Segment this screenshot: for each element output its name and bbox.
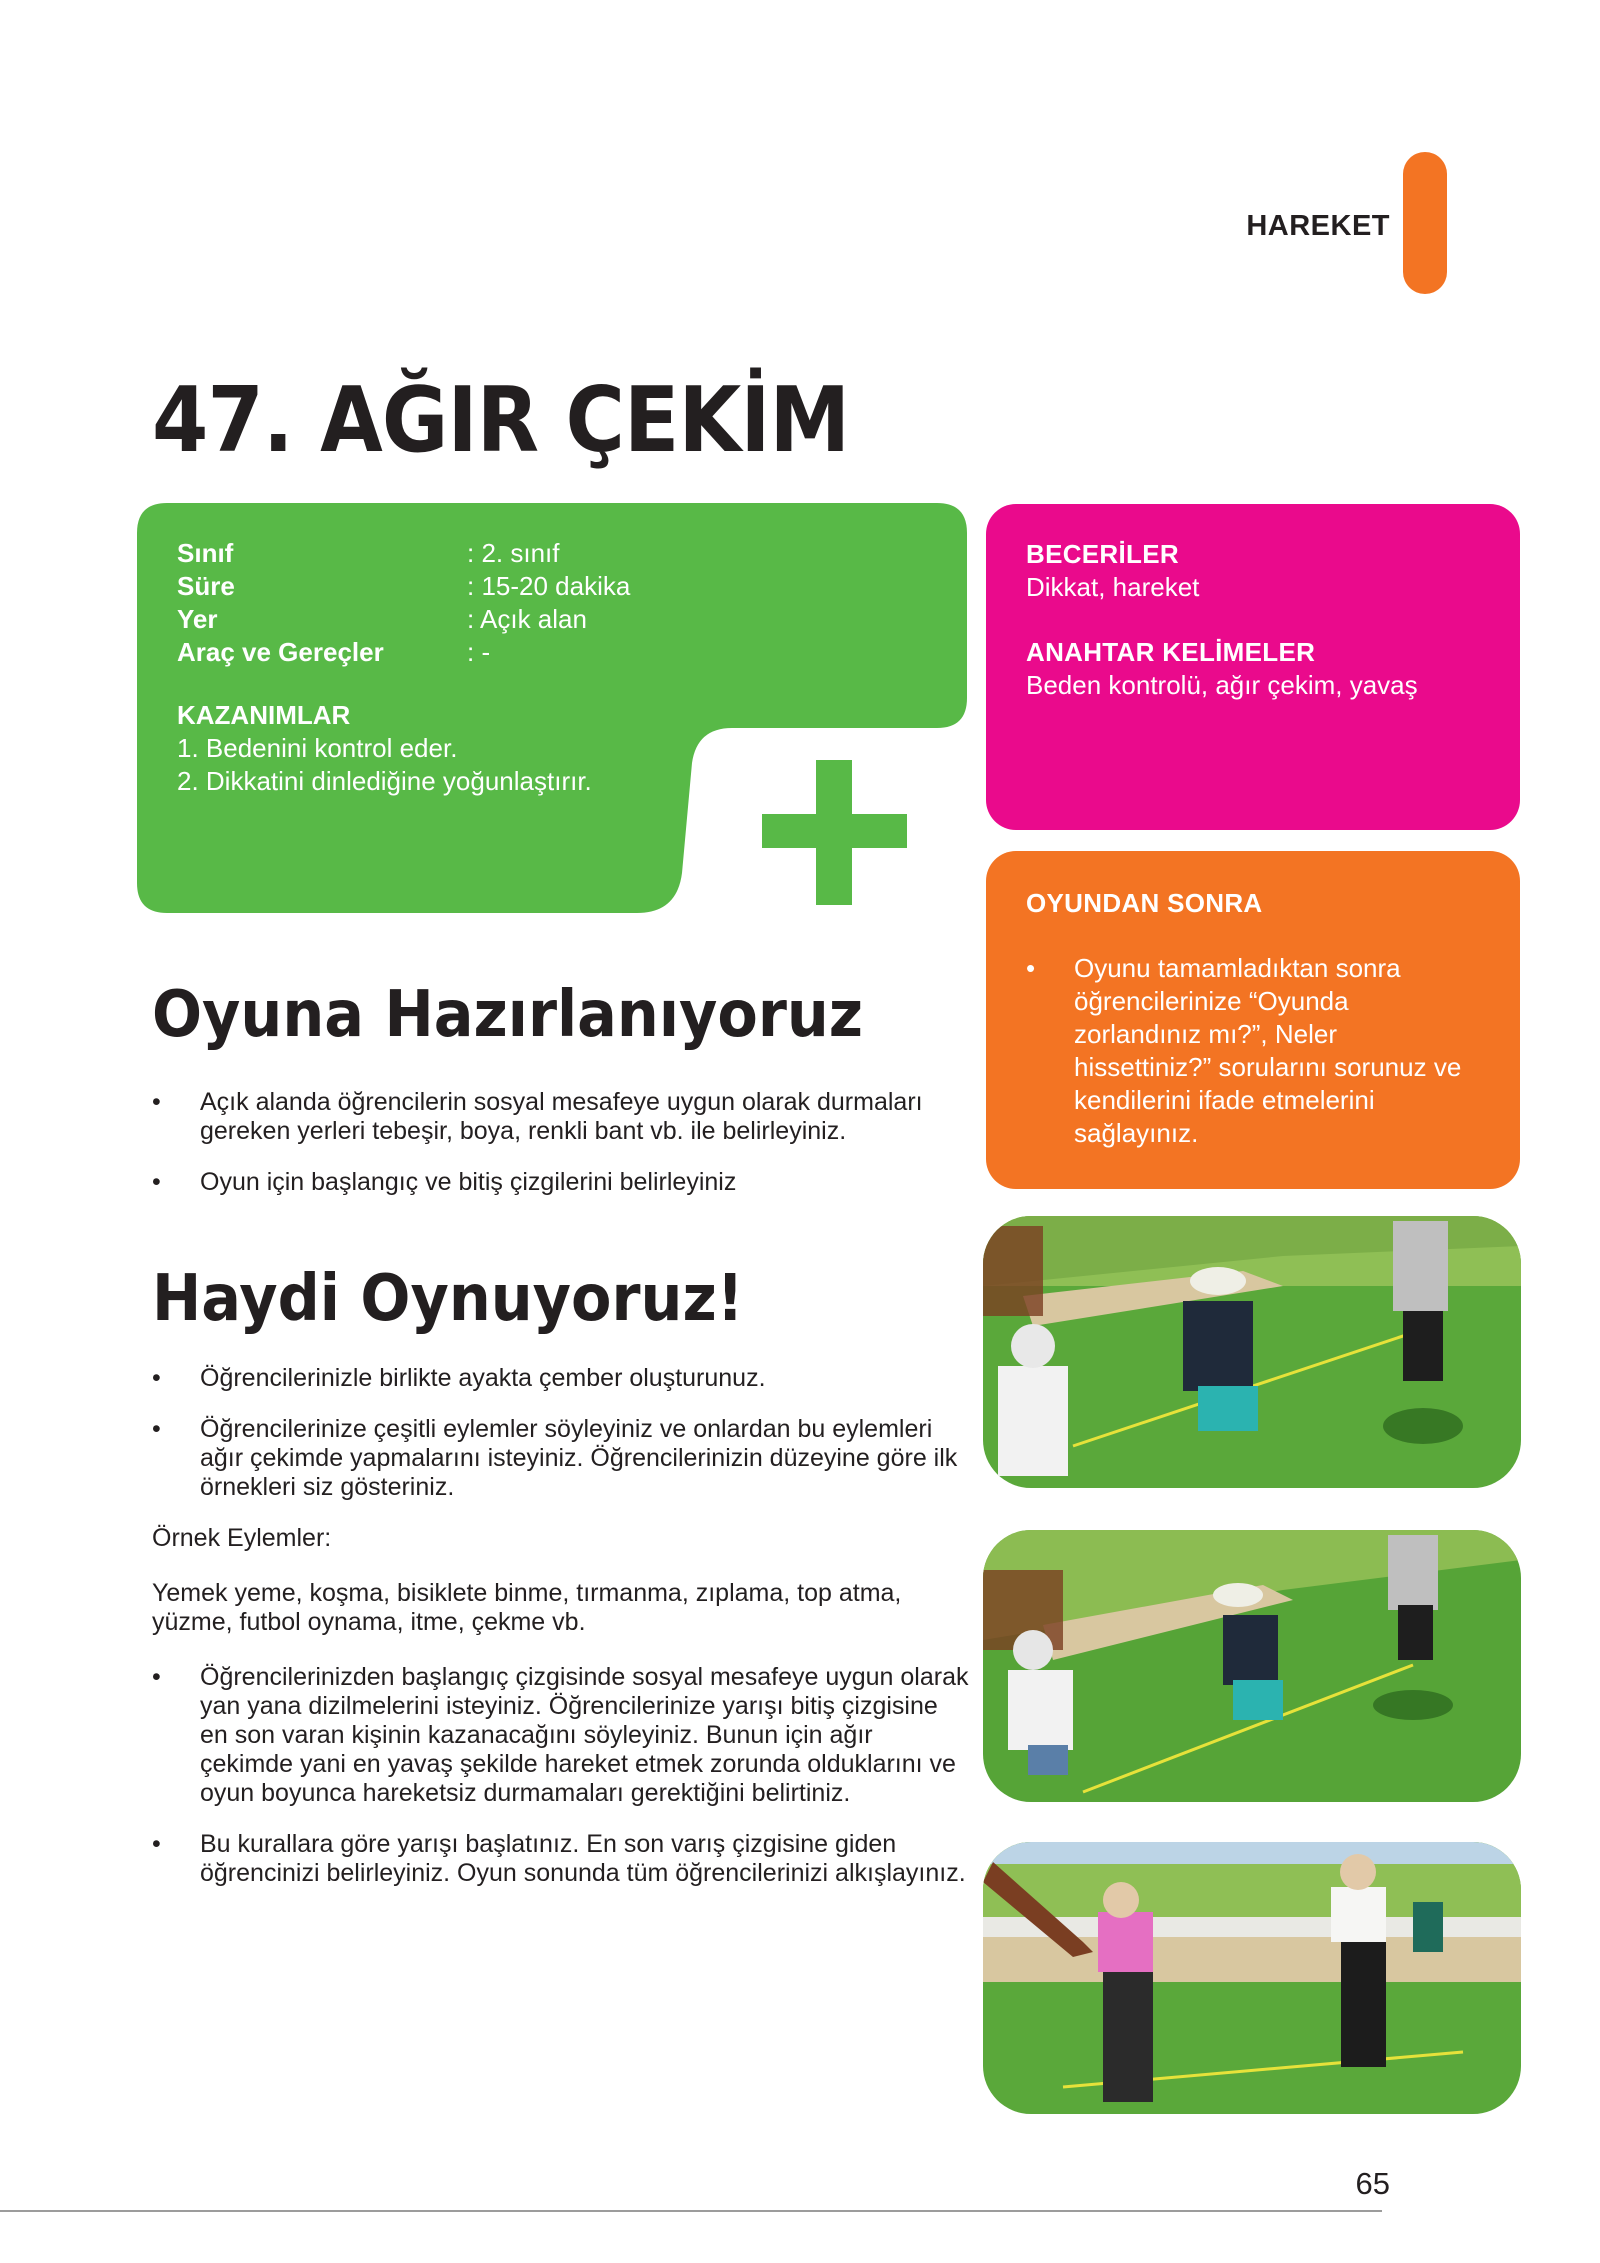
- examples-label: Örnek Eylemler:: [152, 1524, 332, 1552]
- after-game-bullet: [1026, 952, 1480, 1150]
- bullet-icon: •: [152, 1168, 161, 1196]
- info-key: Süre: [177, 571, 235, 601]
- list-item-text: Öğrencilerinizden başlangıç çizgisinde sosyal mesafeye uygun olarak yan yana dizilmelerini isteyiniz. Öğrencilerinize yarışı bitiş çizgisine en son varan kişinin kazanacağını söyleyiniz. Bunun için ağır çekimde yani en yavaş şekilde hareket etmek zorunda olduklarını ve oyun boyunca hareketsiz durmamaları gerektiğini belirtiniz.: [200, 1663, 969, 1807]
- list-item: [152, 1830, 972, 1888]
- kazanim-item: 2. Dikkatini dinlediğine yoğunlaştırır.: [177, 766, 592, 796]
- info-key: Yer: [177, 604, 218, 634]
- bullet-icon: •: [152, 1663, 161, 1691]
- info-row-sure: [177, 570, 630, 603]
- info-value: : 2. sınıf: [467, 538, 560, 568]
- info-key: Sınıf: [177, 538, 234, 568]
- list-item-text: Öğrencilerinize çeşitli eylemler söyleyiniz ve onlardan bu eylemleri ağır çekimde yapmalarını isteyiniz. Öğrencilerinizin düzeyine göre ilk örnekleri siz gösteriniz.: [200, 1415, 958, 1501]
- keywords-text: Beden kontrolü, ağır çekim, yavaş: [1026, 670, 1418, 700]
- prepare-heading: Oyuna Hazırlanıyoruz: [152, 978, 864, 1052]
- play-content: [152, 1364, 972, 1910]
- list-item: [152, 1168, 972, 1197]
- category-tab-marker: [1403, 152, 1447, 294]
- keywords-heading: ANAHTAR KELİMELER: [1026, 637, 1316, 667]
- info-card-content: [177, 537, 630, 798]
- list-item-text: Öğrencilerinizle birlikte ayakta çember oluşturunuz.: [200, 1364, 766, 1392]
- list-item: [152, 1415, 972, 1502]
- page-title: 47. AĞIR ÇEKİM: [152, 368, 850, 473]
- list-item: [152, 1364, 972, 1393]
- prepare-list: [152, 1088, 972, 1219]
- category-label: HAREKET: [1246, 210, 1390, 242]
- after-game-card: [986, 851, 1520, 1189]
- info-value: : -: [467, 637, 491, 667]
- list-item: [152, 1663, 972, 1808]
- info-value: : 15-20 dakika: [467, 571, 631, 601]
- skills-card: [986, 504, 1520, 830]
- page-number: 65: [1355, 2166, 1390, 2201]
- plus-icon: [762, 760, 907, 905]
- info-key: Araç ve Gereçler: [177, 637, 384, 667]
- bullet-icon: •: [152, 1088, 161, 1116]
- list-item-text: Oyun için başlangıç ve bitiş çizgilerini belirleyiniz: [200, 1168, 737, 1196]
- examples-text: Yemek yeme, koşma, bisiklete binme, tırmanma, zıplama, top atma, yüzme, futbol oynama, itme, çekme vb.: [152, 1579, 902, 1636]
- bullet-icon: •: [152, 1364, 161, 1392]
- beceriler-text: Dikkat, hareket: [1026, 572, 1200, 602]
- info-value: : Açık alan: [467, 604, 587, 634]
- info-row-arac-gerecler: [177, 636, 630, 669]
- bullet-icon: •: [152, 1830, 161, 1858]
- after-game-heading: OYUNDAN SONRA: [1026, 888, 1263, 918]
- info-row-sinif: [177, 537, 630, 570]
- after-game-text: Oyunu tamamladıktan sonra öğrencilerinize “Oyunda zorlandınız mı?”, Neler hissettiniz?” sorularını sorunuz ve kendilerini ifade etmelerini sağlayınız.: [1074, 953, 1462, 1148]
- info-row-yer: [177, 603, 630, 636]
- bullet-icon: •: [1026, 953, 1036, 983]
- footer-divider: [0, 2210, 1382, 2212]
- list-item-text: Açık alanda öğrencilerin sosyal mesafeye uygun olarak durmaları gereken yerleri tebeşir, boya, renkli bant vb. ile belirleyiniz.: [200, 1088, 923, 1145]
- play-heading: Haydi Oynuyoruz!: [152, 1262, 744, 1336]
- beceriler-heading: BECERİLER: [1026, 539, 1179, 569]
- kazanimlar-heading: KAZANIMLAR: [177, 700, 351, 730]
- photo-children-2: [983, 1530, 1521, 1802]
- photo-teachers: [983, 1842, 1521, 2114]
- photo-children-1: [983, 1216, 1521, 1488]
- list-item-text: Bu kurallara göre yarışı başlatınız. En son varış çizgisine giden öğrencinizi belirleyiniz. Oyun sonunda tüm öğrencilerinizi alkışlayınız.: [200, 1830, 966, 1887]
- kazanim-item: 1. Bedenini kontrol eder.: [177, 733, 458, 763]
- bullet-icon: •: [152, 1415, 161, 1443]
- list-item: [152, 1088, 972, 1146]
